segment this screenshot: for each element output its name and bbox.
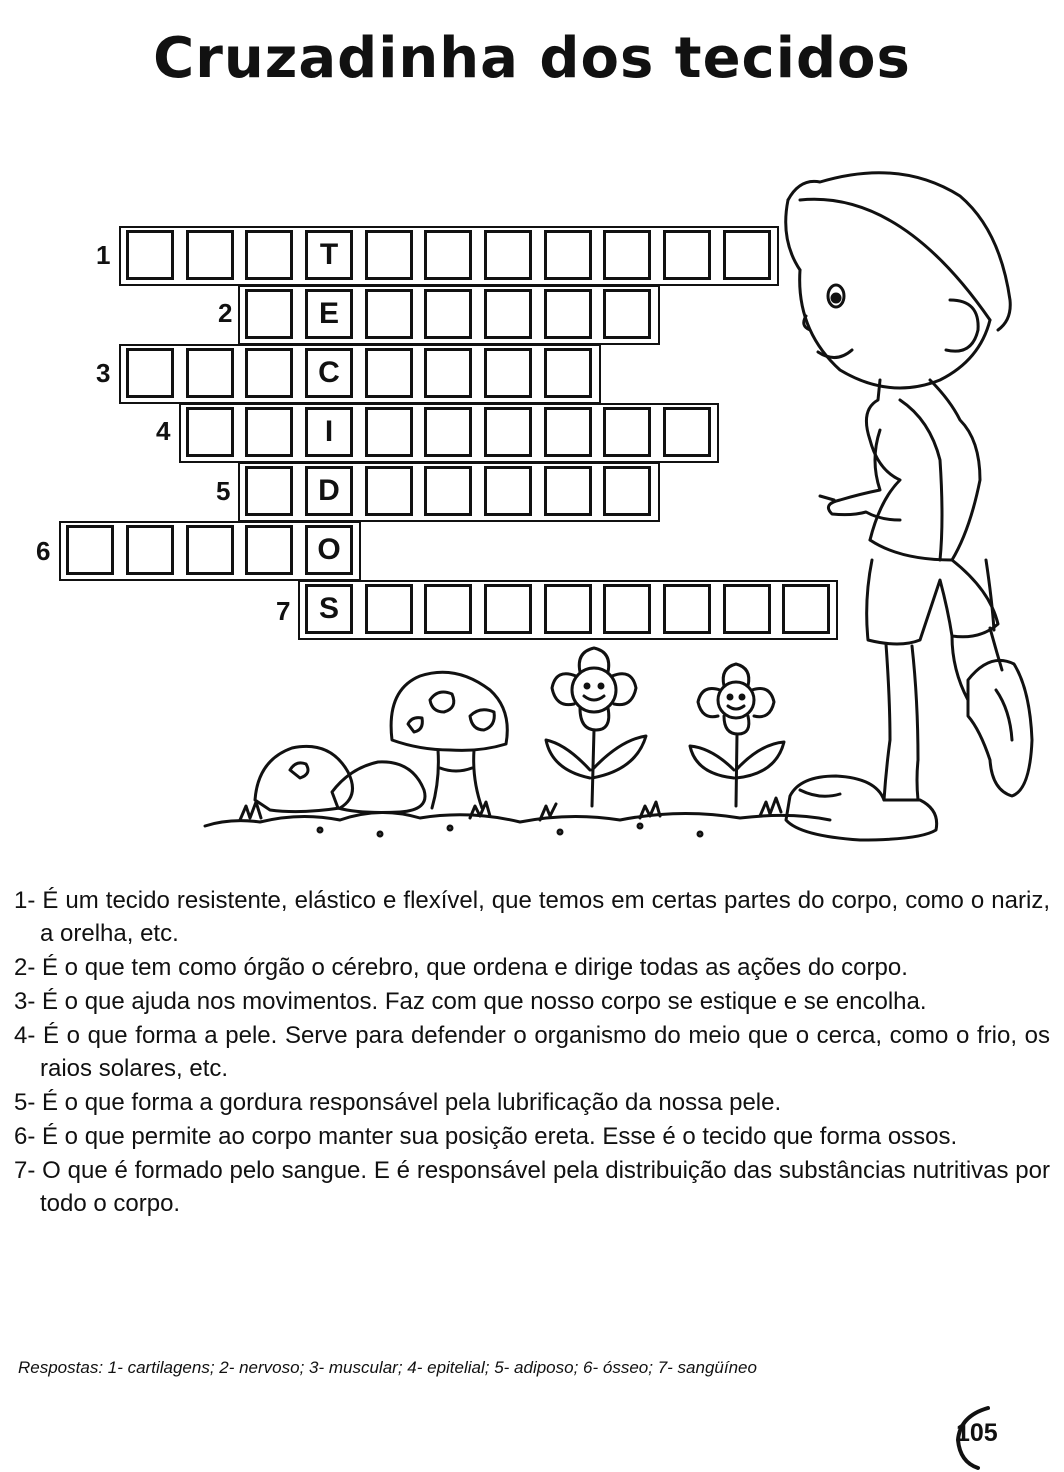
row-number: 2: [218, 298, 233, 328]
clue-4: 4- É o que forma a pele. Serve para defender o organismo do meio que o cerca, como o frio, os raios solares, etc.: [14, 1022, 1050, 1082]
row-number: 5: [216, 476, 231, 506]
row-number: 1: [96, 240, 111, 270]
clue-6: 6- É o que permite ao corpo manter sua posição ereta. Esse é o tecido que forma ossos.: [14, 1123, 958, 1150]
key-letter-cell: E: [305, 289, 353, 339]
page-title: Cruzadinha dos tecidos: [153, 26, 911, 91]
row-number: 6: [36, 536, 51, 566]
key-letter-cell: T: [305, 230, 353, 280]
answer-key: Respostas: 1- cartilagens; 2- nervoso; 3- muscular; 4- epitelial; 5- adiposo; 6- ósseo; 7- sangüíneo: [18, 1358, 757, 1377]
row-number: 4: [156, 416, 171, 446]
key-letter-cell: I: [305, 407, 353, 457]
row-number: 3: [96, 358, 111, 388]
key-letter-cell: O: [305, 525, 353, 575]
clue-3: 3- É o que ajuda nos movimentos. Faz com que nosso corpo se estique e se encolha.: [14, 988, 927, 1015]
key-letter-cell: C: [305, 348, 353, 398]
clue-5: 5- É o que forma a gordura responsável pela lubrificação da nossa pele.: [14, 1089, 782, 1116]
clue-2: 2- É o que tem como órgão o cérebro, que ordena e dirige todas as ações do corpo.: [14, 954, 908, 981]
key-letter-cell: D: [305, 466, 353, 516]
clue-1: 1- É um tecido resistente, elástico e flexível, que temos em certas partes do corpo, como o nariz, a orelha, etc.: [14, 887, 1050, 947]
row-number: 7: [276, 596, 291, 626]
page-number: 105: [956, 1419, 998, 1447]
key-letter-cell: S: [305, 584, 353, 634]
clue-7: 7- O que é formado pelo sangue. E é responsável pela distribuição das substâncias nutritivas por todo o corpo.: [14, 1157, 1050, 1217]
